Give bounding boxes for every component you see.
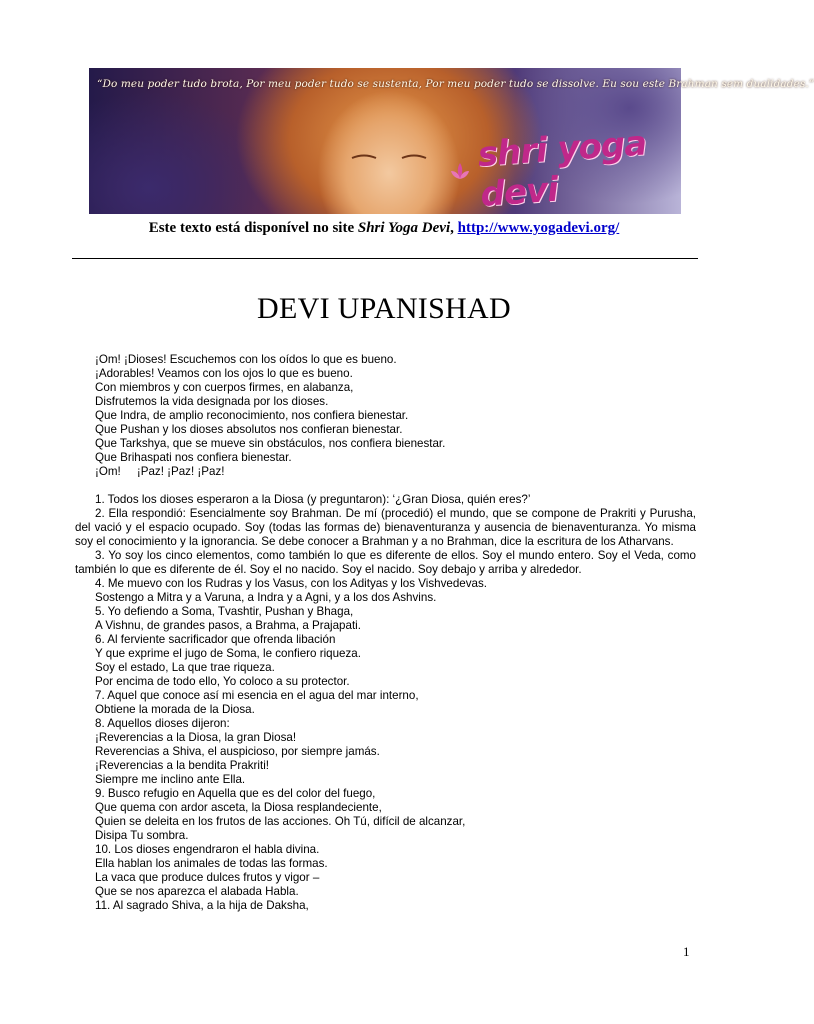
verse-line: Obtiene la morada de la Diosa. [95, 703, 255, 716]
verse-line: Ella hablan los animales de todas las formas. [95, 857, 328, 870]
verse-line: Siempre me inclino ante Ella. [95, 773, 246, 786]
verse-line: Disipa Tu sombra. [95, 829, 189, 842]
verse-line: 7. Aquel que conoce así mi esencia en el agua del mar interno, [95, 689, 419, 702]
verse-lines [75, 577, 696, 913]
verse-line: 6. Al ferviente sacrificador que ofrenda libación [95, 633, 336, 646]
goddess-face-image [344, 152, 434, 162]
invocation-line: Que Indra, de amplio reconocimiento, nos confiera bienestar. [95, 409, 409, 422]
invocation-line: Disfrutemos la vida designada por los dioses. [95, 395, 329, 408]
verse-3: 3. Yo soy los cinco elementos, como también lo que es diferente de ellos. Soy el mundo entero. Soy el Veda, como también lo que es diferente de él. Soy el no nacido. Soy el nacido. Soy debajo y arriba y alrededor. [75, 549, 696, 576]
verse-line: Soy el estado, La que trae riqueza. [95, 661, 275, 674]
verse-line: ¡Reverencias a la bendita Prakriti! [95, 759, 269, 772]
header-divider [72, 258, 698, 259]
availability-prefix: Este texto está disponível no site [148, 220, 358, 236]
page-title: DEVI UPANISHAD [257, 292, 511, 325]
verse-line: 10. Los dioses engendraron el habla divina. [95, 843, 320, 856]
verse-line: 8. Aquellos dioses dijeron: [95, 717, 230, 730]
verse-line: 4. Me muevo con los Rudras y los Vasus, con los Adityas y los Vishvedevas. [95, 577, 488, 590]
lotus-icon [449, 160, 471, 182]
verse-line: Que se nos aparezca el alabada Habla. [95, 885, 299, 898]
invocation-line: Con miembros y con cuerpos firmes, en alabanza, [95, 381, 354, 394]
invocation-line: Que Pushan y los dioses absolutos nos confieran bienestar. [95, 423, 403, 436]
verse-line: Quien se deleita en los frutos de las acciones. Oh Tú, difícil de alcanzar, [95, 815, 466, 828]
verse-line: Reverencias a Shiva, el auspicioso, por siempre jamás. [95, 745, 380, 758]
verse-line: 9. Busco refugio en Aquella que es del color del fuego, [95, 787, 376, 800]
invocation-line: Que Brihaspati nos confiera bienestar. [95, 451, 292, 464]
verse-line: 5. Yo defiendo a Soma, Tvashtir, Pushan y Bhaga, [95, 605, 354, 618]
verse-1: 1. Todos los dioses esperaron a la Diosa (y preguntaron): ‘¿Gran Diosa, quién eres?’ [95, 493, 531, 506]
banner-logo: shri yoga devi [476, 123, 648, 215]
verse-line: Y que exprime el jugo de Soma, le confiero riqueza. [95, 647, 361, 660]
site-name: Shri Yoga Devi [357, 220, 451, 236]
page-number: 1 [683, 944, 690, 959]
verse-line: Sostengo a Mitra y a Varuna, a Indra y a Agni, y a los dos Ashvins. [95, 591, 437, 604]
invocation-line: ¡Om! ¡Dioses! Escuchemos con los oídos lo que es bueno. [95, 353, 397, 366]
verse-line: Por encima de todo ello, Yo coloco a su protector. [95, 675, 350, 688]
invocation-line: ¡Adorables! Veamos con los ojos lo que es bueno. [95, 367, 353, 380]
paragraph-gap [75, 479, 696, 493]
verse-line: 11. Al sagrado Shiva, a la hija de Daksha, [95, 899, 309, 912]
availability-separator: , [450, 220, 458, 236]
invocation-block [75, 353, 696, 479]
banner-quote: “Do meu poder tudo brota, Por meu poder tudo se sustenta, Por meu poder tudo se dissolve. Eu sou este Brahman sem dualidades.” [97, 78, 814, 90]
verse-line: A Vishnu, de grandes pasos, a Brahma, a Prajapati. [95, 619, 361, 632]
verse-line: La vaca que produce dulces frutos y vigor – [95, 871, 320, 884]
site-link[interactable]: http://www.yogadevi.org/ [457, 220, 620, 236]
verse-2: 2. Ella respondió: Esencialmente soy Brahman. De mí (procedió) el mundo, que se compone de Prakriti y Purusha, del vació y el espacio ocupado. Soy (todas las formas de) bienaventuranza y ausencia de bienaventuranza. Yo misma soy el conocimiento y la ignorancia. Se debe conocer a Brahman y a no Brahman, dice la escritura de los Atharvans. [75, 507, 696, 548]
verse-line: Que quema con ardor asceta, la Diosa resplandeciente, [95, 801, 382, 814]
availability-notice [0, 220, 768, 237]
invocation-line: Que Tarkshya, que se mueve sin obstáculos, nos confiera bienestar. [95, 437, 446, 450]
header-banner [89, 68, 814, 215]
invocation-line: ¡Om! ¡Paz! ¡Paz! ¡Paz! [95, 465, 225, 478]
document-body [75, 353, 696, 913]
verse-line: ¡Reverencias a la Diosa, la gran Diosa! [95, 731, 297, 744]
